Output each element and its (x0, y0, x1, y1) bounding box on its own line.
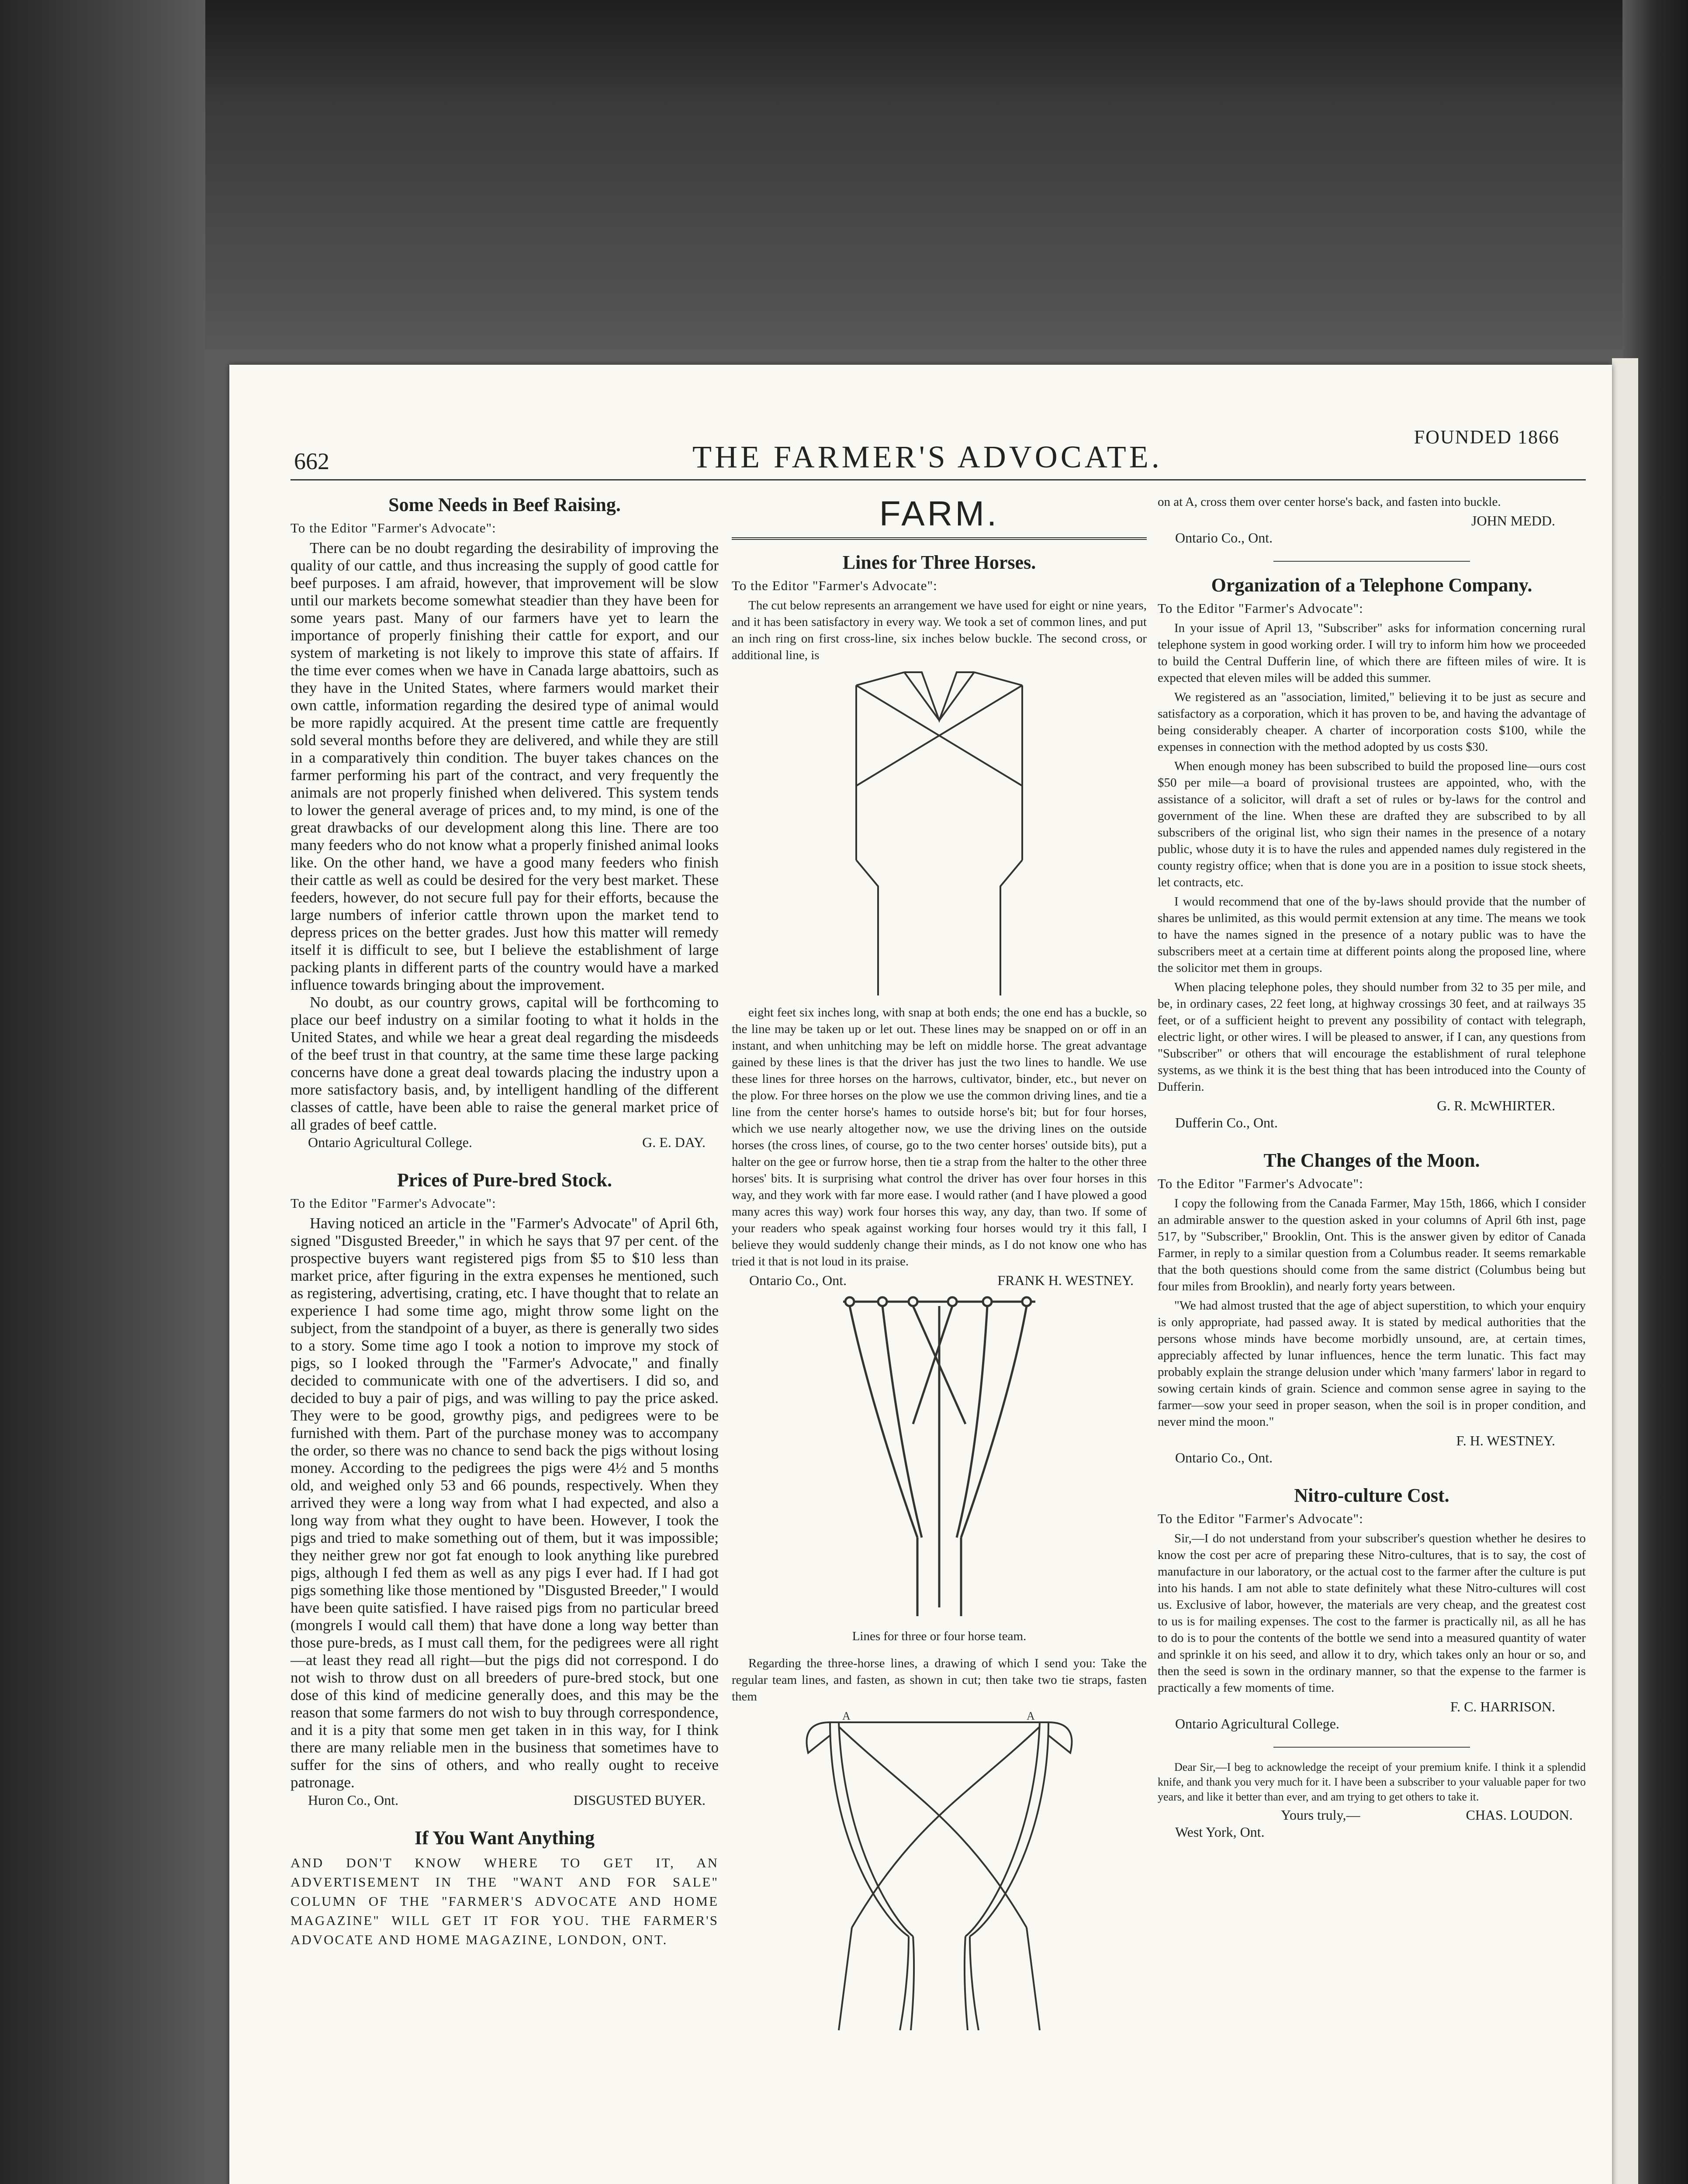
article-paragraph: Regarding the three-horse lines, a drawing of which I send you: Take the regular team lines, and fasten, as shown in cut; then take two tie straps, fasten them (732, 1656, 1147, 1704)
signature-name: G. R. McWHIRTER. (1437, 1098, 1555, 1113)
section-heading-farm: FARM. (732, 494, 1147, 540)
signature-place: Huron Co., Ont. (308, 1792, 399, 1808)
point-a-label: A (842, 1710, 851, 1722)
continued-paragraph: on at A, cross them over center horse's back, and fasten into buckle. (1158, 495, 1501, 509)
signature-place: Ontario Co., Ont. (1175, 1450, 1273, 1465)
letter-closing: Yours truly,— (1281, 1807, 1360, 1823)
adjacent-page-edge (1612, 358, 1638, 2184)
letter-paragraph: Dear Sir,—I beg to acknowledge the receipt of your premium knife. I think it a splendid knife, and thank you very much for it. I have been a subscriber to your valuable paper for two years, and like it better than ever, and am trying to get others to take it. (1158, 1761, 1586, 1803)
figure-caption: Lines for three or four horse team. (852, 1629, 1027, 1643)
signature-place: Ontario Co., Ont. (1175, 530, 1273, 546)
point-a-label: A (1027, 1710, 1035, 1722)
signature-line (291, 1792, 719, 1808)
article-paragraph: Having noticed an article in the "Farmer's Advocate" of April 6th, signed "Disgusted Breeder," in which he says that 97 per cent. of the prospective buyers want registered pigs from $5 to $10 less than market price, after figuring in the extra expenses he mentioned, such as registering, advertising, crating, etc. I have thought that to relate an experience I had some time ago, might throw some light on the subject, from the standpoint of a buyer, as there is generally two sides to a story. Some time ago I took a notion to improve my stock of pigs, so I looked through the "Farmer's Advocate," and finally decided to communicate with one of the advertisers. I did so, and decided to buy a pair of pigs, and was willing to pay the price asked. They were to be good, growthy pigs, and pedigrees were to be furnished with them. Part of the purchase money was to accompany the order, so there was no chance to send back the pigs without losing money. According to the pedigrees the pigs were 4½ and 5 months old, and weighed only 53 and 66 pounds, respectively. When they arrived they were a long way from what I had expected, and also a long way from what they ought to have been. However, I took the pigs and tried to make something out of them, but it was impossible; they neither grew nor got fat enough to look anything like purebred pigs, although I fed them as well as any pigs I ever had. If I had got pigs something like those mentioned by "Disgusted Breeder," I would have been quite satisfied. I have raised pigs from no particular breed (mongrels I would call them) that have done a long way better than those pure-breds, as I must call them, for the pedigrees were all right—at least they read all right—but the pigs did not correspond. I do not wish to throw dust on all breeders of pure-bred stock, but one dose of this kind of medicine generally does, and this may be the reason that some farmers do not wish to buy through correspondence, and it is a pity that some men get taken in in this way, for I think there are many reliable men in the business that sometimes have to suffer for the sins of others, and who really ought to receive patronage. (291, 1215, 719, 1791)
signature-place: Ontario Co., Ont. (749, 1272, 847, 1288)
article-title-pure-bred-stock: Prices of Pure-bred Stock. (397, 1169, 612, 1191)
to-editor-line: To the Editor "Farmer's Advocate": (291, 520, 496, 536)
signature-name: CHAS. LOUDON. (1466, 1807, 1573, 1823)
article-paragraph: I would recommend that one of the by-laws should provide that the number of shares be unlimited, as this would permit extension at any time. The means we took to have the names signed in the presence of a notary public was to have the subscribers meet at a certain time at different points along the proposed line, where the solicitor met them in groups. (1158, 895, 1586, 975)
signature-line (732, 1272, 1147, 1289)
to-editor-line: To the Editor "Farmer's Advocate": (1158, 1511, 1363, 1526)
three-horse-lines-cut (782, 1709, 1097, 2032)
article-paragraph: The cut below represents an arrangement we have used for eight or nine years, and it has been satisfactory in every way. We took a set of common lines, and put an inch ring on first cross-line, six inches below buckle. The second cross, or additional line, is (732, 598, 1147, 662)
signature-name: G. E. DAY. (642, 1134, 706, 1150)
to-editor-line: To the Editor "Farmer's Advocate": (1158, 601, 1363, 616)
three-horse-lines-diagram (830, 668, 1048, 1000)
article-paragraph: In your issue of April 13, "Subscriber" asks for information concerning rural telephone system in good working order. I will try to inform him how we proceeded to build the Central Dufferin line, of which there are fifteen miles of wire. It is expected that eleven miles will be added this summer. (1158, 621, 1586, 685)
signature-place: Dufferin Co., Ont. (1175, 1115, 1278, 1130)
article-divider (1273, 1747, 1470, 1748)
column-middle (732, 494, 1147, 2037)
article-title-lines-three-horses: Lines for Three Horses. (842, 552, 1036, 573)
article-title-beef-raising: Some Needs in Beef Raising. (388, 494, 621, 515)
signature-name: F. C. HARRISON. (1450, 1699, 1555, 1714)
article-paragraph: I copy the following from the Canada Farmer, May 15th, 1866, which I consider an admirable answer to the question asked in your columns of April 6th inst, page 517, by "Subscriber," Brooklin, Ont. This is the answer given by editor of Canada Farmer, in reply to a similar question from a Columbus reader. It seems remarkable that the both questions should come from the same district (Columbus being but four miles from Brooklin), and nearly forty years between. (1158, 1196, 1586, 1293)
signature-name: JOHN MEDD. (1471, 513, 1555, 529)
column-right (1158, 494, 1586, 1840)
to-editor-line: To the Editor "Farmer's Advocate": (1158, 1176, 1363, 1191)
article-paragraph: No doubt, as our country grows, capital will be forthcoming to place our beef industry on a similar footing to what it holds in the United States, and while we hear a great deal regarding the misdeeds of the beef trust in that country, at the same time these large packing concerns have done a great deal towards placing the industry upon a more satisfactory basis, and, by intelligent handling of the different classes of cattle, have been able to raise the general market price of all grades of beef cattle. (291, 994, 719, 1133)
signature-name: FRANK H. WESTNEY. (997, 1272, 1134, 1288)
scan-background-top (0, 0, 1688, 349)
masthead-title: THE FARMER'S ADVOCATE. (692, 439, 1162, 474)
article-paragraph: "We had almost trusted that the age of abject superstition, to which your enquiry is only appropriate, had passed away. It is stated by medical authorities that the persons whose minds have become morbidly unsound, are, at certain times, appreciably affected by lunar influences, hence the term lunatic. This fact may probably explain the strange delusion under which 'many farmers' labor in regard to sowing certain kinds of grain. Science and common sense agree in saying to the farmer—sow your seed in proper season, when the soil is in proper condition, and never mind the moon." (1158, 1299, 1586, 1429)
article-title-changes-of-moon: The Changes of the Moon. (1263, 1150, 1480, 1171)
article-paragraph: When enough money has been subscribed to build the proposed line—ours cost $50 per mile—a board of provisional trustees are appointed, who, with the assistance of a solicitor, will draft a set of rules or by-laws for the control and government of the line. When these are drafted they are subscribed to by all subscribers of the original list, who sign their names in the presence of a notary public, whose duty it is to have the rules and appended names duly registered in the county registry office; when that is done you are in a position to issue stock sheets, let contracts, etc. (1158, 759, 1586, 889)
article-paragraph: There can be no doubt regarding the desirability of improving the quality of our cattle, and thus increasing the supply of good cattle for beef purposes. I am afraid, however, that improvement will be slow until our markets become somewhat steadier than they have been for some years past. Many of our farmers have yet to learn the importance of properly finishing their cattle for export, and our system of marketing is not likely to improve this state of affairs. If the time ever comes when we have in Canada large abattoirs, such as they have in the United States, where farmers would market their own cattle, information regarding the desired type of animal would be more rapidly acquired. At the present time cattle are frequently sold several months before they are delivered, and while they are still in a comparatively thin condition. The buyer takes chances on the farmer performing his part of the contract, and very frequently the animals are not properly finished when delivered. This system tends to lower the general average of prices and, to my mind, is one of the great drawbacks of our development along this line. There are too many feeders who do not know what a properly finished animal looks like. On the other hand, we have a good many feeders who finish their cattle as well as could be desired for the very best market. These feeders, however, do not secure full pay for their efforts, because the large numbers of inferior cattle thrown upon the market tend to depress prices on the better grades. Just how this matter will remedy itself it is difficult to see, but I believe the establishment of large packing plants in different parts of the country would have a marked influence towards bringing about the improvement. (291, 539, 719, 993)
article-title-nitro-culture: Nitro-culture Cost. (1294, 1485, 1449, 1506)
notice-title-want-anything: If You Want Anything (414, 1827, 595, 1849)
newspaper-page (229, 365, 1612, 2184)
notice-body: AND DON'T KNOW WHERE TO GET IT, AN ADVERTISEMENT IN THE "WANT AND FOR SALE" COLUMN OF THE "FARMER'S ADVOCATE AND HOME MAGAZINE" WILL GET IT FOR YOU. THE FARMER'S ADVOCATE AND HOME MAGAZINE, LONDON, ONT. (291, 1855, 719, 1947)
signature-place: West York, Ont. (1175, 1824, 1265, 1840)
header-rule (291, 479, 1586, 480)
scan-background-left (0, 0, 205, 2184)
signature-place: Ontario Agricultural College. (1175, 1716, 1339, 1731)
article-paragraph: When placing telephone poles, they should number from 32 to 35 per mile, and be, in ordinary cases, 22 feet long, at highway crossings 30 feet, and at railways 35 feet, or of a sufficient height to prevent any possibility of contact with telegraph, electric light, or other wires. I will be pleased to answer, if I can, any questions from "Subscriber" or others that will encourage the establishment of rural telephone systems, as we think it is the best thing that has been introduced into the County of Dufferin. (1158, 980, 1586, 1094)
founded-note: FOUNDED 1866 (1414, 426, 1560, 448)
signature-line (1158, 1807, 1586, 1823)
to-editor-line: To the Editor "Farmer's Advocate": (291, 1196, 496, 1211)
article-paragraph: We registered as an "association, limited," believing it to be just as secure and satisfactory as a corporation, which it has proven to be, and having the advantage of being considerably cheaper. A charter of incorporation costs $100, while the expenses in connection with the method adopted by us costs $30. (1158, 690, 1586, 754)
to-editor-line: To the Editor "Farmer's Advocate": (732, 578, 937, 593)
article-paragraph: eight feet six inches long, with snap at both ends; the one end has a buckle, so the line may be taken up or let out. These lines may be snapped on or off in an instant, and when unhitching may be left on middle horse. The great advantage gained by these lines is that the driver has just the two lines to handle. We use these lines for three horses on the harrows, cultivator, binder, etc., but never on the plow. For three horses on the plow we use the common driving lines, and tie a line from the center horse's hames to outside horse's bit; but for four horses, which we use nearly altogether now, we use the driving lines on the outside horses (the cross lines, of course, go to the two center horses' outside bits), put a halter on the gee or furrow horse, then tie a strap from the halter to the other three horses' bits. It is surprising what control the driver has over four horses in this way, and they work with far more ease. I would rather (and I have plowed a good many acres this way) work four horses this way, any day, than two. If some of your readers who speak against working four horses would try it this fall, I believe they would suddenly change their minds, as I do not know one who has tried it that is not loud in its praise. (732, 1006, 1147, 1268)
signature-name: DISGUSTED BUYER. (573, 1792, 706, 1808)
signature-line (291, 1134, 719, 1151)
signature-name: F. H. WESTNEY. (1456, 1433, 1555, 1448)
article-title-telephone-company: Organization of a Telephone Company. (1211, 574, 1532, 596)
four-horse-lines-diagram (808, 1293, 1070, 1625)
article-divider (1273, 561, 1470, 562)
page-number: 662 (294, 448, 329, 474)
column-left (291, 494, 719, 1949)
article-paragraph: Sir,—I do not understand from your subscriber's question whether he desires to know the cost per acre of preparing these Nitro-cultures, that is to say, the cost of manufacture in our laboratory, or the actual cost to the farmer after the culture is put into his hands. I am not able to state definitely what these Nitro-cultures will cost us. Exclusive of labor, however, the materials are very cheap, and the greatest cost to us is for mailing expenses. The cost to the farmer is practically nil, as all he has to do is to pour the contents of the bottle we send into a measured quantity of water and sprinkle it on his seed, and allow it to dry, which takes only an hour or so, and then the seed is sown in the ordinary manner, so that the expense to the farmer is practically a few moments of time. (1158, 1531, 1586, 1695)
signature-place: Ontario Agricultural College. (308, 1134, 472, 1150)
